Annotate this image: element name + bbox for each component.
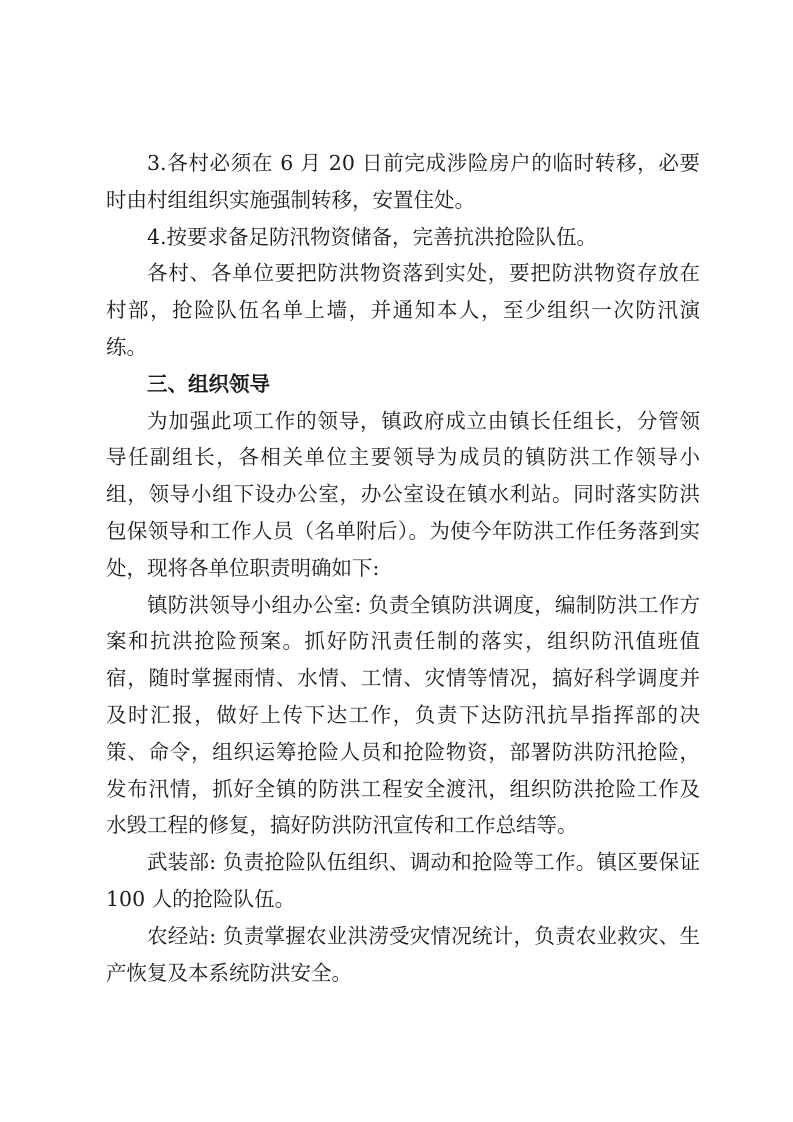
paragraph-leadership-group: 为加强此项工作的领导，镇政府成立由镇长任组长，分管领导任副组长，各相关单位主要领导为成员的镇防洪工作领导小组，领导小组下设办公室，办公室设在镇水利站。同时落实防洪包保领导和工作人员（名单附后）。为使今年防洪工作任务落到实处，现将各单位职责明确如下: xyxy=(106,408,700,580)
paragraph-item-3-transfer: 3.各村必须在 6 月 20 日前完成涉险房户的临时转移，必要时由村组组织实施强制转移，安置住处。 xyxy=(106,151,700,212)
paragraph-item-4-supplies: 4.按要求备足防汛物资储备，完善抗洪抢险队伍。 xyxy=(147,224,598,249)
paragraph-armed-forces-duties: 武装部: 负责抢险队伍组织、调动和抢险等工作。镇区要保证 100 人的抢险队伍。 xyxy=(106,850,700,911)
paragraph-agri-station-duties: 农经站: 负责掌握农业洪涝受灾情况统计，负责农业救灾、生产恢复及本系统防洪安全。 xyxy=(106,923,700,985)
document-body xyxy=(106,145,700,991)
paragraph-office-duties: 镇防洪领导小组办公室: 负责全镇防洪调度，编制防洪工作方案和抗洪抢险预案。抓好防汛责任制的落实，组织防汛值班值宿，随时掌握雨情、水情、工情、灾情等情况，搞好科学调度并及时汇报，做好上传下达工作，负责下达防汛抗旱指挥部的决策、命令，组织运筹抢险人员和抢险物资，部署防洪防汛抢险，发布汛情，抓好全镇的防洪工程安全渡汛，组织防洪抢险工作及水毁工程的修复，搞好防洪防汛宣传和工作总结等。 xyxy=(106,592,700,838)
section-heading: 三、组织领导 xyxy=(147,371,270,396)
paragraph-village-supplies: 各村、各单位要把防洪物资落到实处，要把防洪物资存放在村部，抢险队伍名单上墙，并通知本人，至少组织一次防汛演练。 xyxy=(106,261,700,359)
